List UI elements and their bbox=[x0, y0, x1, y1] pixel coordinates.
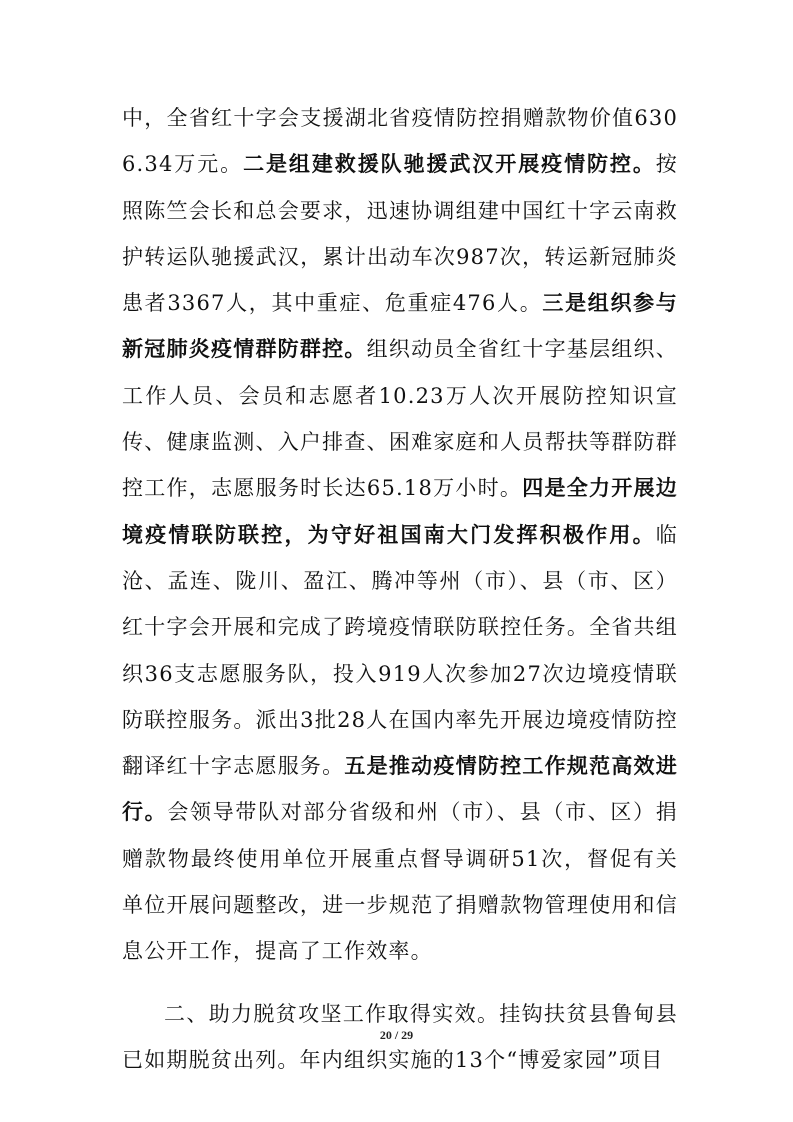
bold-heading-mass-prevention: 三是组织参与新冠肺炎疫情群防群控。 bbox=[122, 290, 679, 362]
paragraph-poverty-alleviation: 二、助力脱贫攻坚工作取得实效。挂钩扶贫县鲁甸县已如期脱贫出列。年内组织实施的13个“博爱家园”项目 bbox=[122, 1001, 678, 1072]
text-segment: 按照陈竺会长和总会要求，迅速协调组建中国红十字云南救护转运队驰援武汉，累计出动车次987次，转运新冠肺炎患者3367人，其中重症、危重症476人。 bbox=[122, 152, 678, 316]
bold-heading-standardization: 五是推动疫情防控工作规范高效进行。 bbox=[122, 753, 679, 825]
text-segment: 组织动员全省红十字基层组织、工作人员、会员和志愿者10.23万人次开展防控知识宣传、健康监测、入户排查、困难家庭和人员帮扶等群防群控工作，志愿服务时长达65.18万小时。 bbox=[122, 337, 678, 501]
text-segment: 会领导带队对部分省级和州（市）、县（市、区）捐赠款物最终使用单位开展重点督导调研51次，督促有关单位开展问题整改，进一步规范了捐赠款物管理使用和信息公开工作，提高了工作效率。 bbox=[122, 800, 678, 964]
bold-heading-rescue-team: 二是组建救援队驰援武汉开展疫情防控。 bbox=[243, 151, 656, 177]
text-segment: 中，全省红十字会支援湖北省疫情防控捐赠款物价值6306.34万元。 bbox=[122, 106, 678, 177]
text-segment: 临沧、孟连、陇川、盈江、腾冲等州（市）、县（市、区）红十字会开展和完成了跨境疫情联防联控任务。全省共组织36支志愿服务队，投入919人次参加27次边境疫情联防联控服务。派出3批28人在国内率先开展边境疫情防控翻译红十字志愿服务。 bbox=[122, 522, 678, 779]
paragraph-covid-response bbox=[122, 95, 678, 975]
bold-heading-border-control: 四是全力开展边境疫情联防联控，为守好祖国南大门发挥积极作用。 bbox=[122, 475, 678, 547]
page-number: 20 / 29 bbox=[379, 1028, 414, 1042]
document-body bbox=[122, 95, 678, 1083]
